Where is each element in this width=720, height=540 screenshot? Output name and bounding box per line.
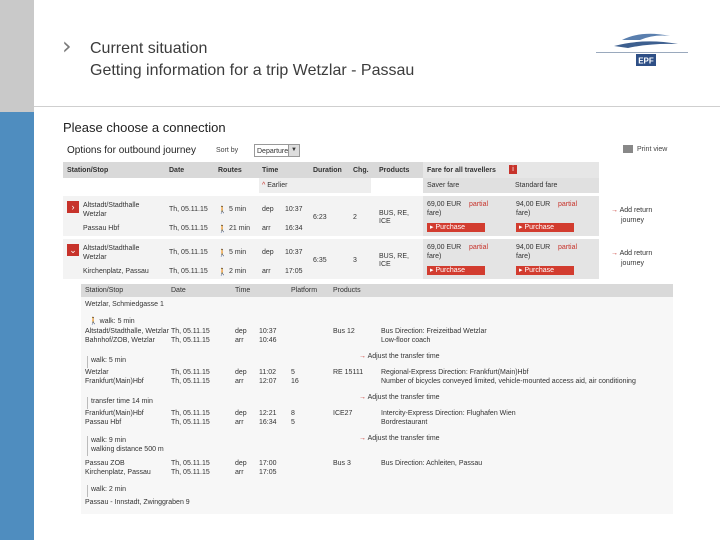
duration: 6:35 xyxy=(313,257,327,264)
add-return-link[interactable]: → Add return journey xyxy=(611,207,653,224)
col-fare: Fare for all travellers xyxy=(427,167,496,174)
leg-date: Th, 05.11.15 xyxy=(171,410,210,417)
expanded-icon: ⌄ xyxy=(67,244,79,256)
leg-product: ICE27 xyxy=(333,410,353,417)
detail-col-time: Time xyxy=(235,287,251,294)
fare-subheader xyxy=(423,178,599,193)
walk-segment xyxy=(87,485,88,497)
earlier-link[interactable] xyxy=(259,178,371,193)
chevron-down-icon: ▼ xyxy=(288,145,299,156)
leg-date: Th, 05.11.15 xyxy=(171,460,210,467)
arr-time: 16:34 xyxy=(285,225,303,232)
leg-arr-label: arr xyxy=(235,469,244,476)
arrow-right-icon: ▸ xyxy=(519,267,525,274)
chevron-right-icon: › xyxy=(62,32,72,60)
adjust-transfer-link[interactable]: → Adjust the transfer time xyxy=(359,353,440,360)
changes: 2 xyxy=(353,214,357,221)
leg-to: Bahnhof/ZOB, Wetzlar xyxy=(85,337,155,344)
arrow-right-icon: → xyxy=(611,250,620,257)
arr-time: 17:05 xyxy=(285,268,303,275)
adjust-transfer-link[interactable]: → Adjust the transfer time xyxy=(359,394,440,401)
purchase-button[interactable]: ▸ Purchase xyxy=(427,266,485,275)
leg-arr: 17:05 xyxy=(259,469,277,476)
detail-end: Passau - Innstadt, Zwinggraben 9 xyxy=(85,499,190,506)
products-2: ICE xyxy=(379,218,391,225)
epf-logo xyxy=(592,28,692,68)
leg-info-2: Bordrestaurant xyxy=(381,419,428,426)
col-products: Products xyxy=(379,167,410,174)
arrow-right-icon: ▸ xyxy=(430,224,436,231)
from-city: Wetzlar xyxy=(83,254,107,261)
arrow-right-icon: → xyxy=(611,207,620,214)
connection-row[interactable] xyxy=(63,196,673,236)
leg-dep-label: dep xyxy=(235,369,247,376)
leg-platform: 16 xyxy=(291,378,299,385)
from-stop: Altstadt/Stadthalle xyxy=(83,245,140,252)
options-label: Options for outbound journey xyxy=(67,145,196,156)
leg-arr: 12:07 xyxy=(259,378,277,385)
col-date: Date xyxy=(169,167,185,174)
arrow-right-icon: → xyxy=(359,353,368,360)
walk-3-distance: walking distance 500 m xyxy=(91,446,164,453)
walk-time-1: 5 min xyxy=(229,249,247,256)
leg-to: Kirchenplatz, Passau xyxy=(85,469,151,476)
saver-note: partial xyxy=(469,244,489,251)
detail-col-products: Products xyxy=(333,287,361,294)
date-dep: Th, 05.11.15 xyxy=(169,249,208,256)
leg-info-2: Number of bicycles conveyed limited, vehicle-mounted access aid, air conditioning xyxy=(381,378,636,385)
leg-arr: 10:46 xyxy=(259,337,277,344)
saver-note: partial xyxy=(469,201,489,208)
walk-time-2: 2 min xyxy=(229,268,247,275)
transfer-time: transfer time 14 min xyxy=(91,398,153,405)
embedded-screenshot xyxy=(63,118,673,514)
sort-label: Sort by xyxy=(216,147,239,154)
logo-text: EPF xyxy=(638,56,654,66)
dep-label: dep xyxy=(262,249,274,256)
bus-icon: › xyxy=(67,201,79,213)
print-view-link[interactable] xyxy=(623,145,667,153)
duration: 6:23 xyxy=(313,214,327,221)
date-arr: Th, 05.11.15 xyxy=(169,268,208,275)
leg-date: Th, 05.11.15 xyxy=(171,328,210,335)
walk-icon: 🚶 xyxy=(218,250,227,257)
walk-end: walk: 2 min xyxy=(91,486,127,493)
saver-price: 69,00 EUR xyxy=(427,244,462,251)
caret-up-icon: ^ xyxy=(262,182,268,189)
dep-time: 10:37 xyxy=(285,206,303,213)
from-city: Wetzlar xyxy=(83,211,107,218)
products: BUS, RE, xyxy=(379,253,409,260)
arr-label: arr xyxy=(262,225,271,232)
leg-info-2: Low-floor coach xyxy=(381,337,431,344)
leg-date: Th, 05.11.15 xyxy=(171,469,210,476)
walk-3: walk: 9 min xyxy=(91,437,127,444)
adjust-transfer-link[interactable]: → Adjust the transfer time xyxy=(359,435,440,442)
detail-col-date: Date xyxy=(171,287,186,294)
walk-icon: 🚶 xyxy=(89,318,100,325)
standard-price: 94,00 EUR xyxy=(516,201,551,208)
slide-title: Current situation xyxy=(90,40,208,57)
detail-col-platform: Platform xyxy=(291,287,318,294)
leg-info: Regional-Express Direction: Frankfurt(Main)Hbf xyxy=(381,369,529,376)
leg-from: Altstadt/Stadthalle, Wetzlar xyxy=(85,328,169,335)
leg-from: Wetzlar xyxy=(85,369,109,376)
leg-from: Frankfurt(Main)Hbf xyxy=(85,410,144,417)
dep-label: dep xyxy=(262,206,274,213)
walk-segment xyxy=(87,436,88,456)
standard-note-2: fare) xyxy=(516,210,531,217)
date-dep: Th, 05.11.15 xyxy=(169,206,208,213)
dep-time: 10:37 xyxy=(285,249,303,256)
walk-icon: 🚶 xyxy=(218,226,227,233)
walk-segment xyxy=(87,356,88,368)
slide-subtitle: Getting information for a trip Wetzlar - Passau xyxy=(90,62,415,79)
walk-segment xyxy=(87,397,88,409)
leg-dep-label: dep xyxy=(235,410,247,417)
col-station: Station/Stop xyxy=(67,167,109,174)
purchase-button[interactable]: ▸ Purchase xyxy=(427,223,485,232)
standard-note-2: fare) xyxy=(516,253,531,260)
leg-to: Passau Hbf xyxy=(85,419,122,426)
products: BUS, RE, xyxy=(379,210,409,217)
walk-icon: 🚶 xyxy=(218,269,227,276)
col-routes: Routes xyxy=(218,167,242,174)
arr-label: arr xyxy=(262,268,271,275)
leg-date: Th, 05.11.15 xyxy=(171,369,210,376)
detail-col-station: Station/Stop xyxy=(85,287,124,294)
standard-fare-label: Standard fare xyxy=(515,182,558,189)
walk-time-2: 21 min xyxy=(229,225,251,232)
slide-titles xyxy=(90,38,414,82)
info-icon[interactable]: i xyxy=(509,165,517,174)
arrow-right-icon: → xyxy=(359,435,368,442)
leg-info: Bus Direction: Achleiten, Passau xyxy=(381,460,483,467)
leg-product: Bus 3 xyxy=(333,460,351,467)
leg-product: Bus 12 xyxy=(333,328,355,335)
leg-dep: 12:21 xyxy=(259,410,277,417)
sort-value: Departure xyxy=(257,148,289,155)
leg-info: Intercity-Express Direction: Flughafen Wien xyxy=(381,410,516,417)
walk-time-1: 5 min xyxy=(229,206,247,213)
leg-dep: 17:00 xyxy=(259,460,277,467)
col-time: Time xyxy=(262,167,279,174)
col-duration: Duration xyxy=(313,167,342,174)
products-2: ICE xyxy=(379,261,391,268)
sidebar-top-band xyxy=(0,0,34,112)
leg-to: Frankfurt(Main)Hbf xyxy=(85,378,144,385)
arrow-right-icon: ▸ xyxy=(519,224,525,231)
leg-platform: 8 xyxy=(291,410,295,417)
standard-note: partial xyxy=(558,244,578,251)
connection-row[interactable] xyxy=(63,239,673,279)
leg-arr: 16:34 xyxy=(259,419,277,426)
leg-dep: 10:37 xyxy=(259,328,277,335)
sort-select[interactable] xyxy=(254,144,300,157)
leg-date: Th, 05.11.15 xyxy=(171,337,210,344)
saver-note-2: fare) xyxy=(427,210,442,217)
from-stop: Altstadt/Stadthalle xyxy=(83,202,140,209)
print-label: Print view xyxy=(637,145,668,153)
leg-date: Th, 05.11.15 xyxy=(171,378,210,385)
earlier-label: Earlier xyxy=(267,182,288,189)
arrow-right-icon: → xyxy=(359,394,368,401)
title-divider xyxy=(34,106,720,107)
leg-info: Bus Direction: Freizeitbad Wetzlar xyxy=(381,328,487,335)
standard-note: partial xyxy=(558,201,578,208)
leg-product: RE 15111 xyxy=(333,369,364,376)
detail-header xyxy=(81,284,673,297)
standard-price: 94,00 EUR xyxy=(516,244,551,251)
walk-icon: 🚶 xyxy=(218,207,227,214)
leg-dep: 11:02 xyxy=(259,369,276,376)
screen-heading: Please choose a connection xyxy=(63,120,226,135)
add-return-link[interactable]: → Add return journey xyxy=(611,250,653,267)
leg-dep-label: dep xyxy=(235,328,247,335)
leg-arr-label: arr xyxy=(235,378,244,385)
to-stop: Kirchenplatz, Passau xyxy=(83,268,149,275)
detail-start: Wetzlar, Schmiedgasse 1 xyxy=(85,301,164,308)
printer-icon xyxy=(623,145,633,153)
sidebar-accent-band xyxy=(0,112,34,540)
changes: 3 xyxy=(353,257,357,264)
walk-1: walk: 5 min xyxy=(91,357,127,364)
leg-platform: 5 xyxy=(291,419,295,426)
leg-arr-label: arr xyxy=(235,337,244,344)
col-changes: Chg. xyxy=(353,167,369,174)
leg-from: Passau ZOB xyxy=(85,460,125,467)
walk-start: 🚶 walk: 5 min xyxy=(89,318,135,325)
date-arr: Th, 05.11.15 xyxy=(169,225,208,232)
leg-platform: 5 xyxy=(291,369,295,376)
purchase-button[interactable]: ▸ Purchase xyxy=(516,266,574,275)
slide-sidebar xyxy=(0,0,34,540)
saver-fare-label: Saver fare xyxy=(427,182,460,189)
saver-price: 69,00 EUR xyxy=(427,201,462,208)
purchase-button[interactable]: ▸ Purchase xyxy=(516,223,574,232)
saver-note-2: fare) xyxy=(427,253,442,260)
arrow-right-icon: ▸ xyxy=(430,267,436,274)
leg-dep-label: dep xyxy=(235,460,247,467)
leg-arr-label: arr xyxy=(235,419,244,426)
leg-date: Th, 05.11.15 xyxy=(171,419,210,426)
to-stop: Passau Hbf xyxy=(83,225,120,232)
